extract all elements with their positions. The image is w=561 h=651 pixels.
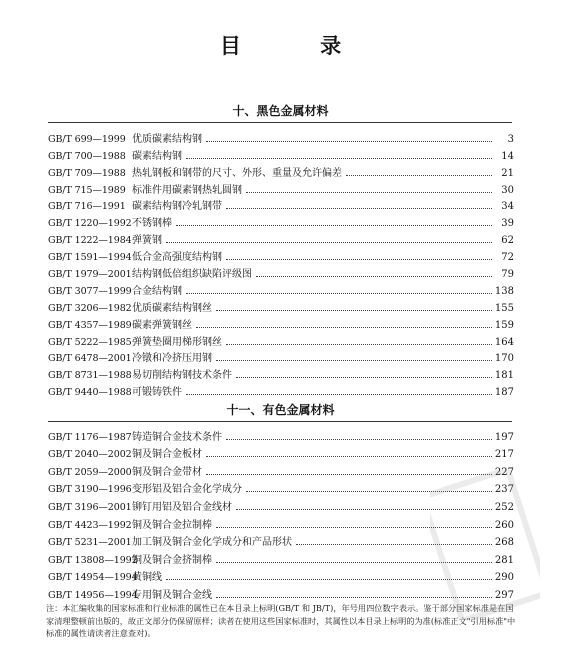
page-number: 3 [507, 133, 514, 145]
dot-leader [206, 131, 492, 142]
standard-title: 铜及铜合金挤制棒 [132, 554, 212, 566]
toc-entry[interactable] [48, 229, 514, 246]
toc-entry[interactable] [48, 443, 514, 461]
standard-code: GB/T 1591—1994 [48, 252, 132, 264]
standard-title: 可锻铸铁件 [132, 387, 182, 399]
standard-code: GB/T 3206—1982 [48, 302, 132, 314]
toc-entry[interactable] [48, 263, 514, 280]
section-heading-ferrous: 十、黑色金属材料 [232, 104, 329, 118]
standard-code: GB/T 6478—2001 [48, 353, 132, 365]
toc-entry[interactable] [48, 212, 514, 229]
standard-code: GB/T 14954—1994 [48, 572, 138, 584]
standard-title: 铜及铜合金拉制棒 [132, 519, 212, 531]
dot-leader [176, 215, 492, 226]
page-number: 14 [501, 150, 514, 162]
standard-title: 弹簧垫圈用梯形钢丝 [132, 336, 222, 348]
standard-title: 低合金高强度结构钢 [132, 252, 222, 264]
standard-title: 碳素结构钢 [132, 150, 182, 162]
standard-title: 铜及铜合金板材 [132, 449, 202, 461]
toc-entry[interactable] [48, 179, 514, 196]
page-number: 164 [494, 336, 514, 348]
page-number: 34 [501, 201, 514, 213]
standard-code: GB/T 699—1999 [48, 133, 126, 145]
standard-code: GB/T 1222—1984 [48, 235, 132, 247]
toc-entry[interactable] [48, 531, 514, 549]
standard-title: 优质碳素结构钢丝 [132, 302, 212, 314]
page-number: 187 [494, 387, 514, 399]
standard-code: GB/T 13808—1992 [48, 554, 138, 566]
standard-title: 优质碳素结构钢 [132, 133, 202, 145]
toc-entry[interactable] [48, 246, 514, 263]
toc-entry[interactable] [48, 381, 514, 398]
standard-code: GB/T 3196—2001 [48, 501, 132, 513]
standard-code: GB/T 5231—2001 [48, 537, 132, 549]
standard-code: GB/T 709—1988 [48, 167, 126, 179]
page-number: 155 [494, 302, 514, 314]
dot-leader [236, 499, 492, 510]
page-number: 62 [501, 235, 514, 247]
page-number: 252 [494, 501, 514, 513]
toc-entry[interactable] [48, 478, 514, 496]
dot-leader [226, 198, 492, 209]
page-number: 159 [494, 319, 514, 331]
standard-title: 冷镦和冷挤压用钢 [132, 353, 212, 365]
page-number: 79 [501, 269, 514, 281]
standard-title: 铸造铜合金技术条件 [132, 431, 222, 443]
standard-code: GB/T 716—1991 [48, 201, 126, 213]
toc-list-ferrous [48, 128, 514, 398]
standard-code: GB/T 3190—1996 [48, 484, 132, 496]
standard-title: 加工铜及铜合金化学成分和产品形状 [132, 537, 292, 549]
dot-leader [216, 552, 492, 563]
standard-code: GB/T 1979—2001 [48, 269, 132, 281]
standard-code: GB/T 14956—1994 [48, 589, 138, 601]
toc-entry[interactable] [48, 548, 514, 566]
section-divider [48, 421, 512, 422]
dot-leader [256, 266, 492, 277]
toc-entry[interactable] [48, 364, 514, 381]
toc-entry[interactable] [48, 348, 514, 365]
standard-code: GB/T 4357—1989 [48, 319, 132, 331]
toc-entry[interactable] [48, 331, 514, 348]
page-number: 227 [494, 466, 514, 478]
footnote: 注：本汇编收集的国家标准和行业标准的属性已在本目录上标明(GB/T 和 JB/T)，年号用四位数字表示。鉴于部分国家标准是在国家清理整顿前出版的，故正文部分仍保留原样；读者在使用这些国家标准时，其属性以本目录上标明的为准(标准正文"引用标准"中标准的属性请读者注意查对)。 [46, 603, 516, 638]
dot-leader [226, 429, 492, 440]
standard-title: 铆钉用铝及铝合金线材 [132, 501, 232, 513]
page-number: 237 [494, 484, 514, 496]
standard-title: 碳素结构钢冷轧钢带 [132, 201, 222, 213]
dot-leader [216, 350, 492, 361]
dot-leader [206, 464, 492, 475]
dot-leader [166, 232, 492, 243]
page-number: 217 [494, 449, 514, 461]
page-number: 138 [494, 285, 514, 297]
standard-title: 专用铜及铜合金线 [132, 589, 212, 601]
dot-leader [246, 182, 492, 193]
toc-entry[interactable] [48, 145, 514, 162]
page-number: 197 [494, 431, 514, 443]
toc-entry[interactable] [48, 280, 514, 297]
toc-list-nonferrous [48, 425, 514, 601]
standard-code: GB/T 700—1988 [48, 150, 126, 162]
standard-title: 热轧钢板和钢带的尺寸、外形、重量及允许偏差 [132, 167, 342, 179]
toc-entry[interactable] [48, 425, 514, 443]
page-number: 260 [494, 519, 514, 531]
toc-entry[interactable] [48, 128, 514, 145]
dot-leader [346, 165, 492, 176]
standard-title: 铜及铜合金带材 [132, 466, 202, 478]
standard-code: GB/T 2059—2000 [48, 466, 132, 478]
dot-leader [186, 384, 492, 395]
standard-code: GB/T 1220—1992 [48, 218, 132, 230]
dot-leader [186, 148, 492, 159]
toc-entry[interactable] [48, 162, 514, 179]
dot-leader [186, 283, 492, 294]
toc-entry[interactable] [48, 566, 514, 584]
toc-entry[interactable] [48, 314, 514, 331]
standard-code: GB/T 4423—1992 [48, 519, 132, 531]
dot-leader [196, 317, 492, 328]
page-number: 30 [501, 184, 514, 196]
standard-code: GB/T 8731—1988 [48, 370, 132, 382]
standard-title: 不锈钢棒 [132, 218, 172, 230]
page-number: 170 [494, 353, 514, 365]
standard-title: 合金结构钢 [132, 285, 182, 297]
standard-title: 变形铝及铝合金化学成分 [132, 484, 242, 496]
standard-title: 黄铜线 [132, 572, 162, 584]
dot-leader [206, 446, 492, 457]
section-divider [48, 122, 512, 123]
page-number: 21 [501, 167, 514, 179]
standard-code: GB/T 1176—1987 [48, 431, 132, 443]
standard-code: GB/T 2040—2002 [48, 449, 132, 461]
dot-leader [296, 534, 492, 545]
dot-leader [236, 367, 492, 378]
page-number: 72 [501, 252, 514, 264]
standard-title: 标准件用碳素钢热轧圆钢 [132, 184, 242, 196]
dot-leader [226, 334, 492, 345]
page-number: 290 [494, 572, 514, 584]
standard-code: GB/T 3077—1999 [48, 285, 132, 297]
dot-leader [226, 249, 492, 260]
standard-title: 弹簧钢 [132, 235, 162, 247]
page-title: 目 录 [219, 34, 378, 58]
dot-leader [216, 300, 492, 311]
standard-code: GB/T 715—1989 [48, 184, 126, 196]
page-number: 39 [501, 218, 514, 230]
standard-code: GB/T 9440—1988 [48, 387, 132, 399]
toc-entry[interactable] [48, 495, 514, 513]
page-number: 297 [494, 589, 514, 601]
standard-title: 结构钢低倍组织缺陷评级图 [132, 269, 252, 281]
dot-leader [216, 517, 492, 528]
page-number: 268 [494, 537, 514, 549]
standard-title: 碳素弹簧钢丝 [132, 319, 192, 331]
toc-entry[interactable] [48, 196, 514, 213]
toc-entry[interactable] [48, 513, 514, 531]
dot-leader [216, 587, 492, 598]
page-number: 281 [494, 554, 514, 566]
standard-code: GB/T 5222—1985 [48, 336, 132, 348]
toc-entry[interactable] [48, 297, 514, 314]
dot-leader [246, 481, 492, 492]
dot-leader [166, 569, 492, 580]
toc-entry[interactable] [48, 460, 514, 478]
standard-title: 易切削结构钢技术条件 [132, 370, 232, 382]
toc-entry[interactable] [48, 583, 514, 601]
section-heading-nonferrous: 十一、有色金属材料 [226, 403, 335, 417]
page-number: 181 [494, 370, 514, 382]
